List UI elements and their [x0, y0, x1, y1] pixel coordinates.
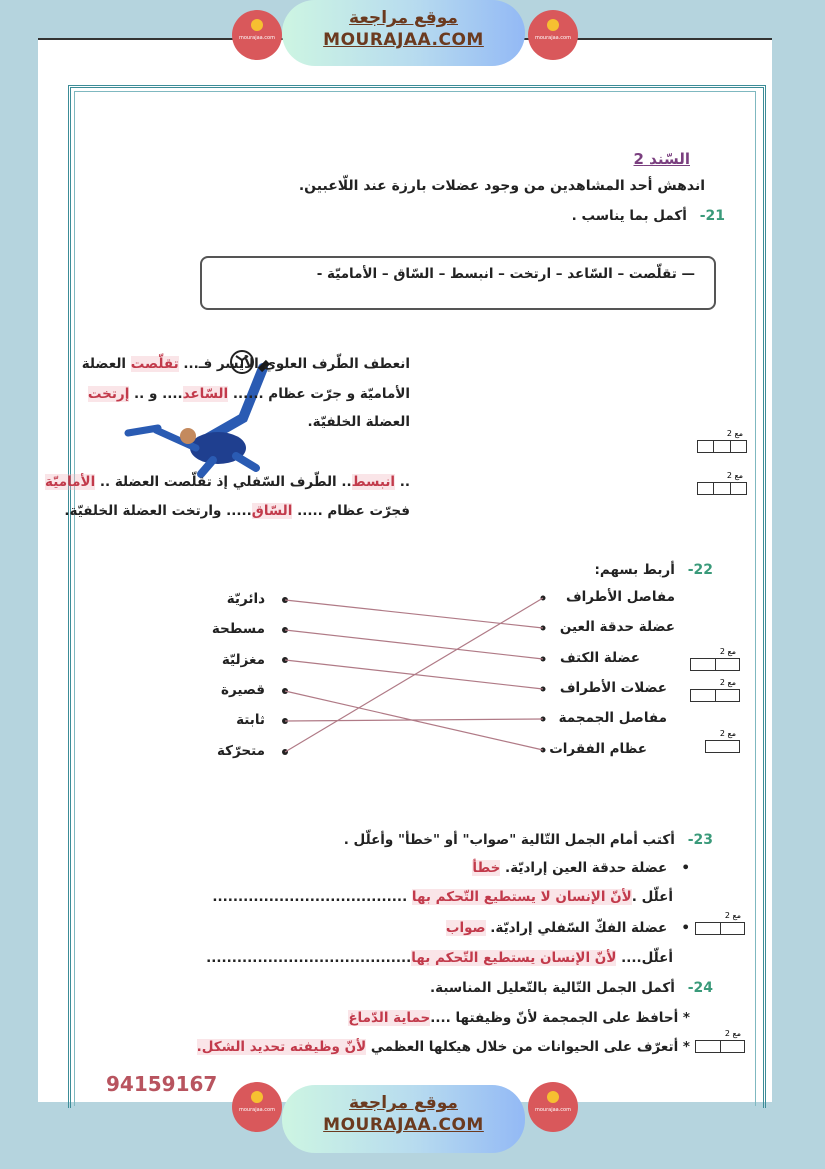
site-logo-seal: mourajaa.com: [232, 10, 282, 60]
score-box: مع 2: [697, 482, 747, 495]
intro-text: اندهش أحد المشاهدين من وجود عضلات بارزة عند اللّاعبين.: [298, 178, 705, 194]
q23-reason-2: أعلّل.... لأنّ الإنسان يستطيع التّحكم بها........................................: [206, 950, 673, 966]
banner-latin-text: MOURAJAA.COM: [323, 1115, 484, 1135]
q22-header: 22- أربط بسهم:: [594, 562, 713, 578]
word-bank-box: [200, 256, 716, 310]
match-left-item[interactable]: متحرّكة: [216, 743, 265, 759]
match-right-item[interactable]: مفاصل الجمجمة: [558, 710, 667, 726]
match-left-item[interactable]: قصيرة: [220, 682, 265, 698]
phone-number: 94159167: [106, 1072, 218, 1096]
q23-statement-2: • عضلة الفكّ السّفلي إراديّة. صواب: [445, 920, 690, 936]
site-logo-seal: mourajaa.com: [528, 1082, 578, 1132]
banner-arabic-text: موقع مراجعة: [349, 8, 458, 28]
match-left-item[interactable]: مغزليّة: [221, 652, 265, 668]
q21-line-4: .. انبسط.. الطّرف السّفلي إذ تقلّصت العضلة .. الأماميّة: [45, 474, 410, 490]
site-logo-seal: mourajaa.com: [232, 1082, 282, 1132]
score-box: مع 2: [705, 740, 740, 753]
match-right-item[interactable]: عضلة الكتف: [559, 650, 640, 666]
site-logo-seal: mourajaa.com: [528, 10, 578, 60]
q21-line-1: انعطف الطّرف العلوي الأيسر فـ... تقلّصت العضلة: [81, 356, 410, 372]
q24-statement-1: * أحافظ على الجمجمة لأنّ وظيفتها ....حماية الدّماغ: [348, 1010, 690, 1026]
q23-reason-1: أعلّل .لأنّ الإنسان لا يستطيع التّحكم بها ......................................: [212, 889, 673, 905]
match-right-item[interactable]: مفاصل الأطراف: [565, 589, 675, 605]
q23-header: 23- أكتب أمام الجمل التّالية "صواب" أو "خطأ" وأعلّل .: [343, 832, 713, 848]
q21-line-2: الأماميّة و جرّت عظام ...... السّاعد.... و .. إرتخت: [87, 386, 410, 402]
q24-header: 24- أكمل الجمل التّالية بالتّعليل المناسبة.: [430, 980, 713, 996]
score-box: مع 2: [697, 440, 747, 453]
match-left-item[interactable]: مسطحة: [211, 621, 265, 637]
score-box: مع 2: [695, 922, 745, 935]
match-right-item[interactable]: عضلات الأطراف: [559, 680, 667, 696]
q21-line-5: فجرّت عظام ..... السّاق..... وارتخت العضلة الخلفيّة.: [64, 503, 410, 519]
score-box: مع 2: [690, 689, 740, 702]
match-right-item[interactable]: عضلة حدقة العين: [559, 619, 675, 635]
footer-banner[interactable]: [282, 1085, 525, 1153]
q21-header: 21- أكمل بما يناسب .: [571, 208, 725, 224]
header-banner[interactable]: [282, 0, 525, 66]
score-box: مع 2: [695, 1040, 745, 1053]
score-box: مع 2: [690, 658, 740, 671]
banner-arabic-text: موقع مراجعة: [349, 1093, 458, 1113]
match-left-item[interactable]: ثابتة: [236, 712, 265, 728]
match-left-item[interactable]: دائريّة: [226, 591, 265, 607]
q23-statement-1: • عضلة حدقة العين إراديّة. خطأ: [472, 860, 690, 876]
word-bank: — تقلّصت – السّاعد – ارتخت – انبسط – السّاق – الأماميّة -: [316, 266, 695, 282]
banner-latin-text: MOURAJAA.COM: [323, 30, 484, 50]
q21-line-3: العضلة الخلفيّة.: [307, 414, 410, 430]
section-title: السّند 2: [633, 150, 690, 168]
match-right-item[interactable]: عظام الفقرات: [549, 741, 647, 757]
q24-statement-2: * أتعرّف على الحيوانات من خلال هيكلها العظمي لأنّ وظيفته تحديد الشكل.: [196, 1039, 690, 1055]
